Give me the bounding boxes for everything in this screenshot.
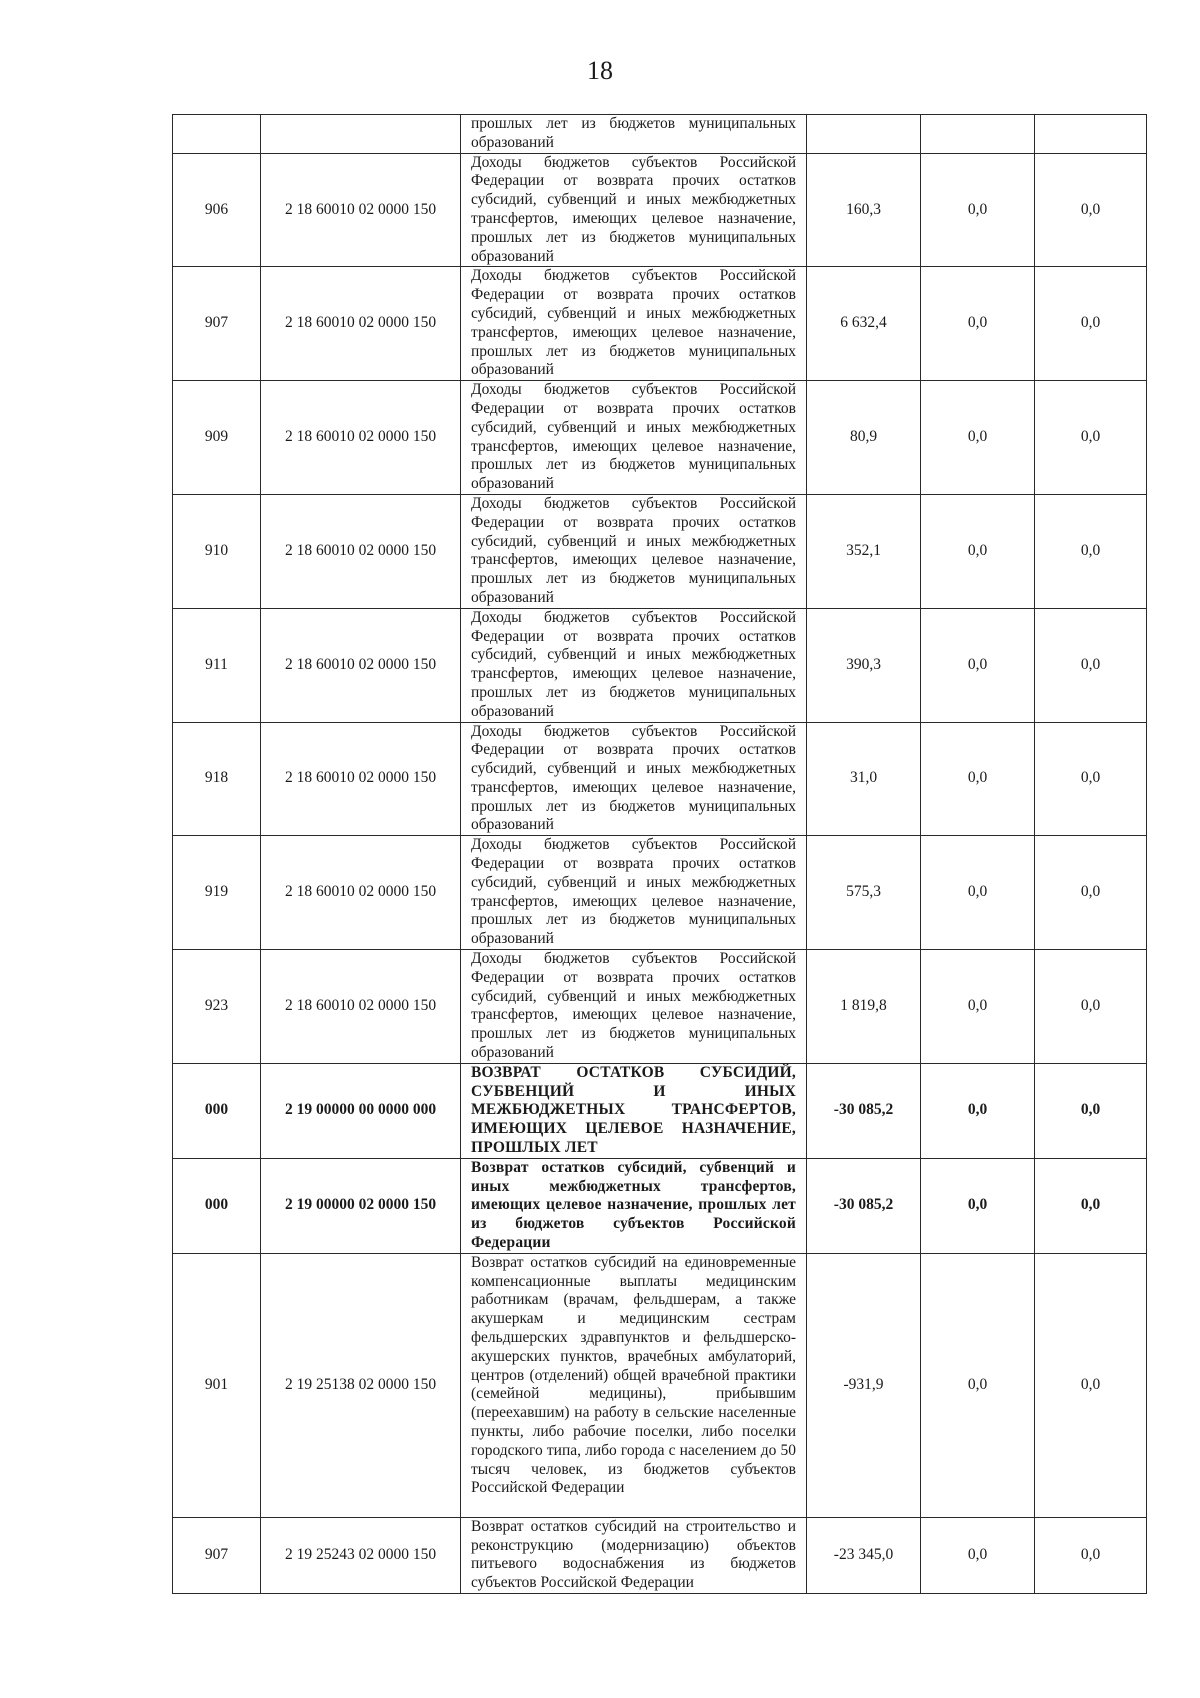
budget-code-cell: 2 18 60010 02 0000 150 xyxy=(261,267,461,381)
amount-year3-cell: 0,0 xyxy=(1035,153,1147,267)
amount-year2-cell: 0,0 xyxy=(921,494,1035,608)
table-row xyxy=(173,381,1147,495)
table-row xyxy=(173,1253,1147,1517)
amount-year2-cell: 0,0 xyxy=(921,381,1035,495)
admin-code-cell: 000 xyxy=(173,1158,261,1253)
table-row xyxy=(173,153,1147,267)
table-row xyxy=(173,1517,1147,1593)
description-cell: прошлых лет из бюджетов муниципальных образований xyxy=(461,115,807,154)
budget-code-cell: 2 18 60010 02 0000 150 xyxy=(261,836,461,950)
description-cell: Доходы бюджетов субъектов Российской Федерации от возврата прочих остатков субсидий, субвенций и иных межбюджетных трансфертов, имеющих целевое назначение, прошлых лет из бюджетов муниципальных образований xyxy=(461,950,807,1064)
amount-year3-cell: 0,0 xyxy=(1035,1253,1147,1517)
table-row xyxy=(173,950,1147,1064)
amount-year1-cell: -30 085,2 xyxy=(807,1158,921,1253)
amount-year3-cell: 0,0 xyxy=(1035,608,1147,722)
amount-year2-cell: 0,0 xyxy=(921,1517,1035,1593)
description-cell: Возврат остатков субсидий на строительство и реконструкцию (модернизацию) объектов питьевого водоснабжения из бюджетов субъектов Российской Федерации xyxy=(461,1517,807,1593)
budget-code-cell: 2 19 00000 00 0000 000 xyxy=(261,1063,461,1158)
amount-year1-cell: 31,0 xyxy=(807,722,921,836)
admin-code-cell: 910 xyxy=(173,494,261,608)
admin-code-cell: 907 xyxy=(173,1517,261,1593)
admin-code-cell: 911 xyxy=(173,608,261,722)
description-cell: Доходы бюджетов субъектов Российской Федерации от возврата прочих остатков субсидий, субвенций и иных межбюджетных трансфертов, имеющих целевое назначение, прошлых лет из бюджетов муниципальных образований xyxy=(461,722,807,836)
amount-year3-cell: 0,0 xyxy=(1035,494,1147,608)
amount-year3-cell: 0,0 xyxy=(1035,1517,1147,1593)
amount-year3-cell: 0,0 xyxy=(1035,1063,1147,1158)
admin-code-cell: 901 xyxy=(173,1253,261,1517)
budget-code-cell: 2 18 60010 02 0000 150 xyxy=(261,381,461,495)
amount-year3-cell: 0,0 xyxy=(1035,381,1147,495)
page-number: 18 xyxy=(587,56,613,85)
amount-year1-cell xyxy=(807,115,921,154)
budget-code-cell: 2 19 00000 02 0000 150 xyxy=(261,1158,461,1253)
description-cell: ВОЗВРАТ ОСТАТКОВ СУБСИДИЙ, СУБВЕНЦИЙ И ИНЫХ МЕЖБЮДЖЕТНЫХ ТРАНСФЕРТОВ, ИМЕЮЩИХ ЦЕЛЕВОЕ НАЗНАЧЕНИЕ, ПРОШЛЫХ ЛЕТ xyxy=(461,1063,807,1158)
budget-code-cell: 2 18 60010 02 0000 150 xyxy=(261,153,461,267)
amount-year2-cell: 0,0 xyxy=(921,608,1035,722)
table-row xyxy=(173,722,1147,836)
amount-year3-cell: 0,0 xyxy=(1035,267,1147,381)
amount-year3-cell: 0,0 xyxy=(1035,1158,1147,1253)
budget-code-cell: 2 19 25138 02 0000 150 xyxy=(261,1253,461,1517)
amount-year1-cell: 6 632,4 xyxy=(807,267,921,381)
amount-year2-cell: 0,0 xyxy=(921,1253,1035,1517)
amount-year2-cell: 0,0 xyxy=(921,722,1035,836)
amount-year1-cell: -30 085,2 xyxy=(807,1063,921,1158)
amount-year1-cell: 1 819,8 xyxy=(807,950,921,1064)
admin-code-cell: 923 xyxy=(173,950,261,1064)
admin-code-cell: 909 xyxy=(173,381,261,495)
table-row xyxy=(173,115,1147,154)
amount-year2-cell: 0,0 xyxy=(921,836,1035,950)
amount-year3-cell: 0,0 xyxy=(1035,836,1147,950)
amount-year2-cell xyxy=(921,115,1035,154)
description-cell: Возврат остатков субсидий, субвенций и иных межбюджетных трансфертов, имеющих целевое назначение, прошлых лет из бюджетов субъектов Российской Федерации xyxy=(461,1158,807,1253)
admin-code-cell: 919 xyxy=(173,836,261,950)
amount-year1-cell: 352,1 xyxy=(807,494,921,608)
budget-code-cell: 2 18 60010 02 0000 150 xyxy=(261,608,461,722)
admin-code-cell: 918 xyxy=(173,722,261,836)
amount-year2-cell: 0,0 xyxy=(921,267,1035,381)
budget-code-cell: 2 18 60010 02 0000 150 xyxy=(261,722,461,836)
description-cell: Доходы бюджетов субъектов Российской Федерации от возврата прочих остатков субсидий, субвенций и иных межбюджетных трансфертов, имеющих целевое назначение, прошлых лет из бюджетов муниципальных образований xyxy=(461,608,807,722)
budget-code-cell: 2 18 60010 02 0000 150 xyxy=(261,494,461,608)
admin-code-cell: 000 xyxy=(173,1063,261,1158)
amount-year2-cell: 0,0 xyxy=(921,1158,1035,1253)
budget-code-cell xyxy=(261,115,461,154)
budget-revenue-table xyxy=(172,114,1147,1594)
table-row xyxy=(173,608,1147,722)
amount-year2-cell: 0,0 xyxy=(921,1063,1035,1158)
table-row xyxy=(173,1158,1147,1253)
table-row xyxy=(173,836,1147,950)
budget-code-cell: 2 18 60010 02 0000 150 xyxy=(261,950,461,1064)
amount-year2-cell: 0,0 xyxy=(921,153,1035,267)
amount-year1-cell: 160,3 xyxy=(807,153,921,267)
amount-year3-cell: 0,0 xyxy=(1035,722,1147,836)
description-cell: Доходы бюджетов субъектов Российской Федерации от возврата прочих остатков субсидий, субвенций и иных межбюджетных трансфертов, имеющих целевое назначение, прошлых лет из бюджетов муниципальных образований xyxy=(461,836,807,950)
table-row xyxy=(173,494,1147,608)
amount-year1-cell: 80,9 xyxy=(807,381,921,495)
description-cell: Доходы бюджетов субъектов Российской Федерации от возврата прочих остатков субсидий, субвенций и иных межбюджетных трансфертов, имеющих целевое назначение, прошлых лет из бюджетов муниципальных образований xyxy=(461,494,807,608)
table-row xyxy=(173,267,1147,381)
amount-year1-cell: 390,3 xyxy=(807,608,921,722)
amount-year3-cell xyxy=(1035,115,1147,154)
amount-year2-cell: 0,0 xyxy=(921,950,1035,1064)
description-cell: Доходы бюджетов субъектов Российской Федерации от возврата прочих остатков субсидий, субвенций и иных межбюджетных трансфертов, имеющих целевое назначение, прошлых лет из бюджетов муниципальных образований xyxy=(461,153,807,267)
table-row xyxy=(173,1063,1147,1158)
description-cell: Возврат остатков субсидий на единовременные компенсационные выплаты медицинским работникам (врачам, фельдшерам, а также акушеркам и медицинским сестрам фельдшерских здравпунктов и фельдшерско-акушерских пунктов, врачебных амбулаторий, центров (отделений) общей врачебной практики (семейной медицины), прибывшим (переехавшим) на работу в сельские населенные пункты, либо рабочие поселки, либо поселки городского типа, либо города с населением до 50 тысяч человек, из бюджетов субъектов Российской Федерации xyxy=(461,1253,807,1517)
amount-year1-cell: -23 345,0 xyxy=(807,1517,921,1593)
admin-code-cell: 907 xyxy=(173,267,261,381)
admin-code-cell xyxy=(173,115,261,154)
amount-year3-cell: 0,0 xyxy=(1035,950,1147,1064)
description-cell: Доходы бюджетов субъектов Российской Федерации от возврата прочих остатков субсидий, субвенций и иных межбюджетных трансфертов, имеющих целевое назначение, прошлых лет из бюджетов муниципальных образований xyxy=(461,267,807,381)
description-cell: Доходы бюджетов субъектов Российской Федерации от возврата прочих остатков субсидий, субвенций и иных межбюджетных трансфертов, имеющих целевое назначение, прошлых лет из бюджетов муниципальных образований xyxy=(461,381,807,495)
amount-year1-cell: 575,3 xyxy=(807,836,921,950)
budget-code-cell: 2 19 25243 02 0000 150 xyxy=(261,1517,461,1593)
amount-year1-cell: -931,9 xyxy=(807,1253,921,1517)
table-body xyxy=(173,115,1147,1594)
admin-code-cell: 906 xyxy=(173,153,261,267)
